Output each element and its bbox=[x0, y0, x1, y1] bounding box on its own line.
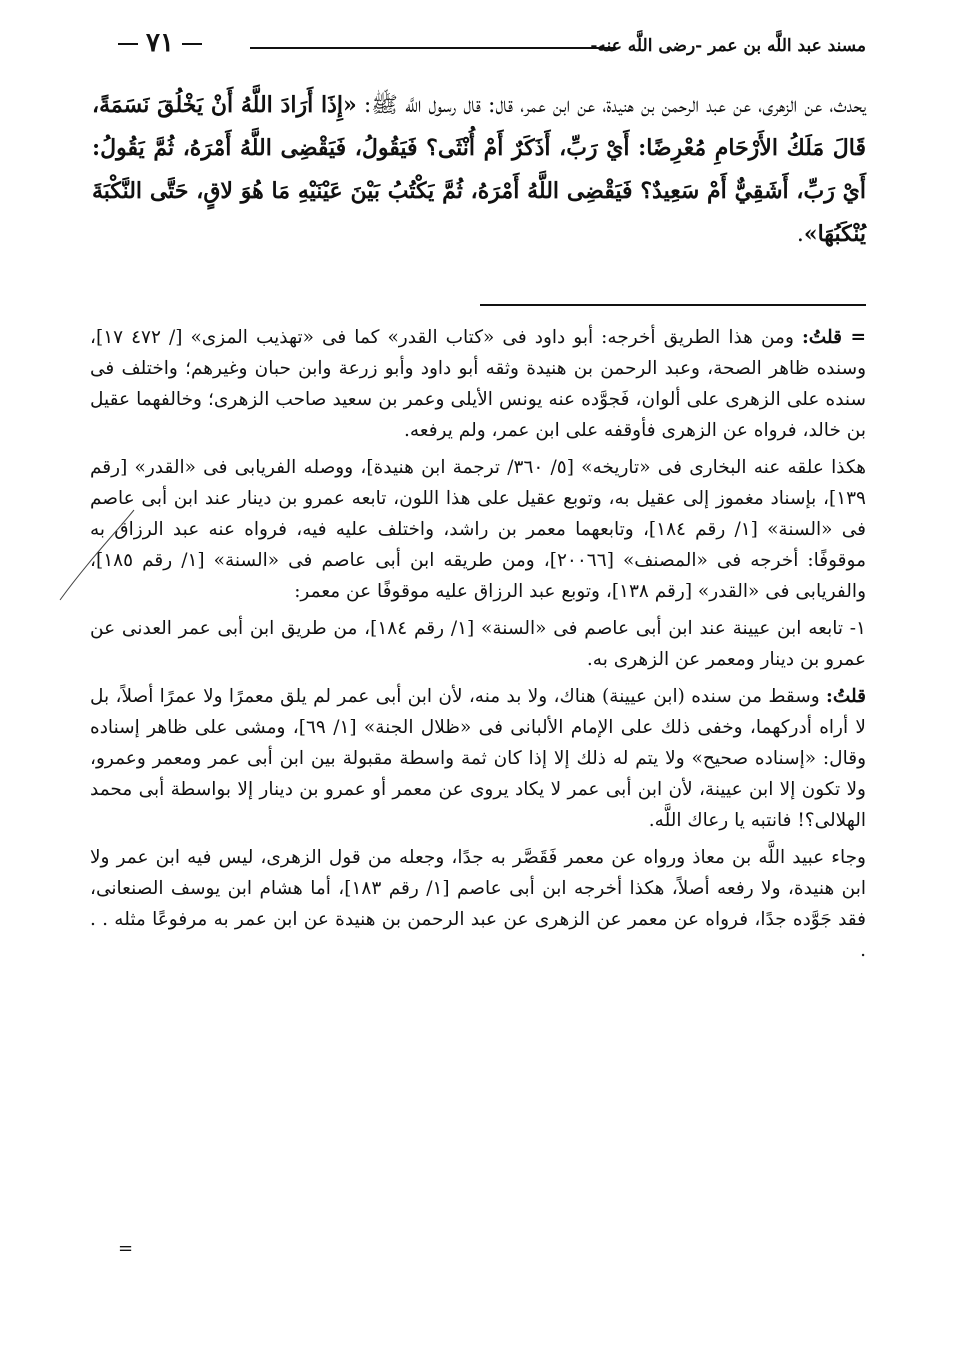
note-lead: قلتُ: bbox=[826, 686, 866, 707]
commentary bbox=[90, 322, 866, 972]
hadith-matn: «إِذَا أَرَادَ اللَّهُ أَنْ يَخْلُقَ نَسَمَةً، قَالَ مَلَكُ الأَرْحَامِ مُعْرِضًا: أَيْ رَبِّ، أَذَكَرٌ أَمْ أُنْثَى؟ فَيَقُولُ، فَيَقْضِى اللَّهُ أَمْرَهُ، ثُمَّ يَقُولُ: أَيْ رَبِّ، أَشَقِيٌّ أَمْ سَعِيدٌ؟ فَيَقْضِى اللَّهُ أَمْرَهُ، ثُمَّ يَكْتُبُ بَيْنَ عَيْنَيْهِ مَا هُوَ لاقٍ، حَتَّى النَّكْبَةَ يُنْكَبُهَا» bbox=[92, 92, 866, 247]
note-body: ومن هذا الطريق أخرجه: أبو داود فى «كتاب القدر» كما فى «تهذيب المزى» [/ ٤٧٢ ١٧]، وسنده ظاهر الصحة، وعبد الرحمن بن هنيدة وثقه أبو داود وأبو زرعة وابن حبان وغيرهم؛ واختلف فى سنده على الزهرى على ألوان، فَجوَّده عنه يونس الأيلى وعمر بن سعيد صاحب الزهرى؛ وخالفهما عقيل بن خالد، فرواه عن الزهرى فأوقفه على ابن عمر، ولم يرفعه. bbox=[90, 327, 866, 441]
note-paragraph: ١- تابعه ابن عيينة عند ابن أبى عاصم فى «السنة» [١/ رقم ١٨٤]، من طريق ابن أبى عمر العدنى عن عمرو بن دينار ومعمر عن الزهرى به. bbox=[90, 618, 866, 670]
hadith-intro: يحدث، عن الزهرى، عن عبد الرحمن بن هنيدة، عن ابن عمر، قال: قال رسول اللَّه ﷺ: bbox=[363, 93, 866, 118]
note-lead: = قلتُ: bbox=[801, 327, 867, 348]
note-paragraph: هكذا علقه عنه البخارى فى «تاريخه» [٥/ ٣٦٠/ ترجمة ابن هنيدة]، ووصله الفريابى فى «القدر» [رقم ١٣٩]، بإسناد مغموز إلى عقيل به، وتوبع عقيل على هذا اللون، تابعه عمرو بن دينار عند ابن أبى عاصم فى «السنة» [١/ رقم ١٨٤]، وتابعهما معمر بن راشد، واختلف عليه فيه، فرواه عنه عبد الرزاق به موقوفًا: أخرجه فى «المصنف» [٢٠٠٦٦]، ومن طريقه ابن أبى عاصم فى «السنة» [١/ رقم ١٨٥]، والفريابى فى «القدر» [رقم ١٣٨]، وتوبع عبد الرزاق عليه موقوفًا عن معمر: bbox=[90, 457, 866, 602]
continuation-mark: = bbox=[118, 1238, 134, 1259]
hadith-text bbox=[92, 84, 866, 256]
pen-margin-mark bbox=[56, 508, 136, 604]
header-title: مسند عبد اللَّه بن عمر -رضى اللَّه عنه- bbox=[590, 36, 866, 56]
footnote-separator bbox=[480, 304, 866, 306]
header-rule bbox=[250, 47, 616, 49]
note-paragraph bbox=[90, 681, 866, 836]
note-paragraph bbox=[90, 322, 866, 446]
running-header bbox=[90, 28, 866, 64]
note-body: وسقط من سنده (ابن عيينة) هناك، ولا بد منه، لأن ابن أبى عمر لم يلق معمرًا ولا عمرًا أصلاً، بل لا أراه أدركهما، وخفى ذلك على الإمام الألبانى فى «ظلال الجنة» [١/ ٦٩]، ومشى على ظاهر إسناده وقال: «إسناده صحيح» ولا يتم له ذلك إلا إذا كان ثمة واسطة مقبولة بين ابن أبى عمر ومعمر وعمرو، ولا تكون إلا ابن عيينة، لأن ابن أبى عمر لا يكاد يروى عن معمر أو عمرو بن دينار إلا بواسطة أبى محمد الهلالى؟! فانتبه يا رعاك اللَّه. bbox=[90, 686, 866, 831]
note-paragraph: وجاء عبيد اللَّه بن معاذ ورواه عن معمر فَقَصَّر به جدًا، وجعله من قول الزهرى، ليس فيه ابن عمر ولا ابن هنيدة، ولا رفعه أصلاً، هكذا أخرجه ابن أبى عاصم [١/ رقم ١٨٣]، أما هشام ابن يوسف الصنعانى، فقد جَوَّده جدًا، فرواه عن معمر عن الزهرى عن عبد الرحمن بن هنيدة عن ابن عمر به مرفوعًا مثله . . . bbox=[90, 847, 866, 961]
page-number: ٧١ bbox=[110, 28, 210, 58]
hadith-end: . bbox=[796, 222, 804, 247]
